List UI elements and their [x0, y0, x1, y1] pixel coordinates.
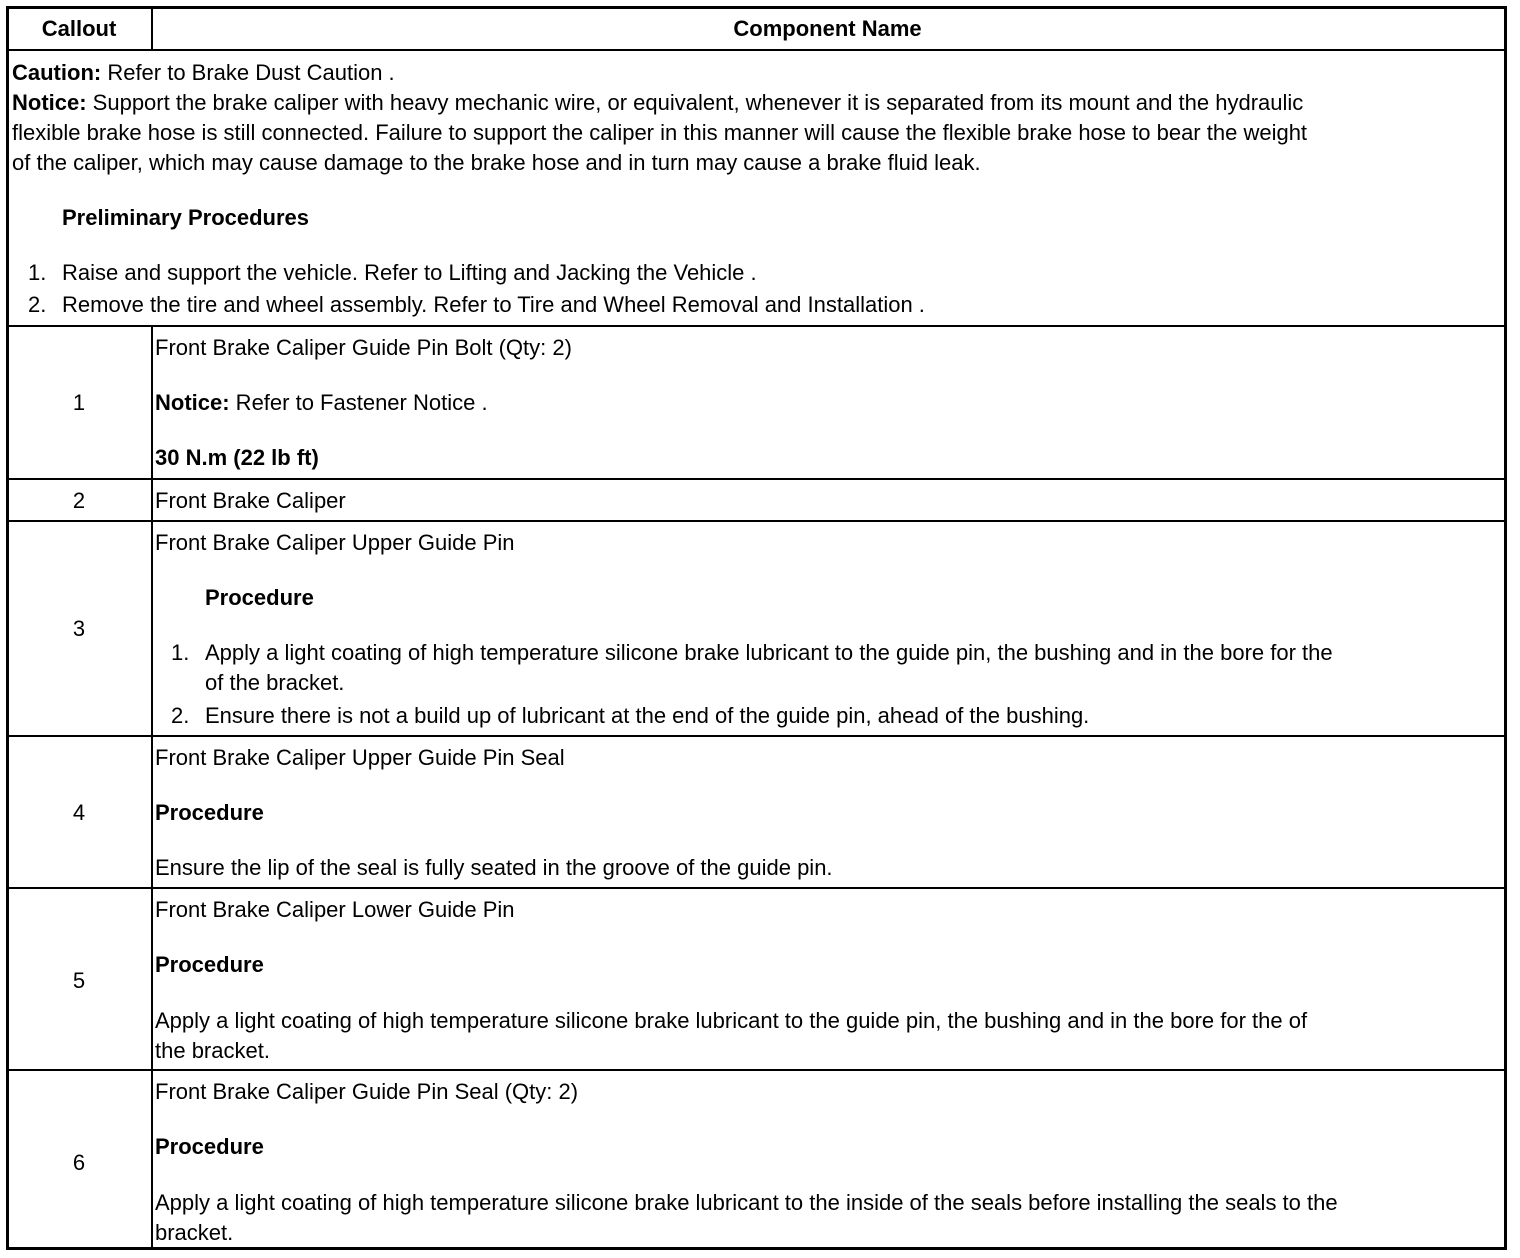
header-callout: Callout — [41, 16, 117, 41]
caution-line — [12, 60, 395, 86]
preliminary-procedures-title: Preliminary Procedures — [62, 205, 310, 230]
notice-text: Refer to Fastener Notice . — [229, 390, 488, 415]
notice-text-3: of the caliper, which may cause damage to the brake hose and in turn may cause a brake fluid leak. — [12, 150, 981, 175]
notice-label: Notice: — [155, 390, 230, 415]
procedure-step-text: Ensure there is not a build up of lubricant at the end of the guide pin, ahead of the bushing. — [205, 703, 1090, 728]
callout-number: 4 — [72, 800, 86, 825]
row-divider — [9, 325, 1504, 327]
callout-number: 6 — [72, 1150, 86, 1175]
callout-number: 3 — [72, 616, 86, 641]
prelim-step-text: Remove the tire and wheel assembly. Refer to Tire and Wheel Removal and Installation . — [62, 292, 925, 317]
row-divider — [9, 478, 1504, 480]
notice-text-2: flexible brake hose is still connected. Failure to support the caliper in this manner will cause the flexible brake hose to bear the weight — [12, 120, 1308, 145]
component-name: Front Brake Caliper Upper Guide Pin — [155, 530, 515, 555]
torque-spec: 30 N.m (22 lb ft) — [155, 445, 319, 470]
procedure-text: Ensure the lip of the seal is fully seated in the groove of the guide pin. — [155, 855, 833, 880]
callout-number: 2 — [72, 488, 86, 513]
row-divider — [9, 735, 1504, 737]
procedure-text: Apply a light coating of high temperature silicone brake lubricant to the guide pin, the bushing and in the bore for the of — [155, 1008, 1308, 1033]
procedure-step-number: 1. — [171, 640, 190, 665]
component-name: Front Brake Caliper Guide Pin Seal (Qty: 2) — [155, 1079, 579, 1104]
notice-label: Notice: — [12, 90, 87, 115]
row-divider — [9, 520, 1504, 522]
component-name: Front Brake Caliper Upper Guide Pin Seal — [155, 745, 565, 770]
prelim-step-number: 2. — [28, 292, 47, 317]
column-divider — [151, 325, 153, 1250]
prelim-step-text: Raise and support the vehicle. Refer to Lifting and Jacking the Vehicle . — [62, 260, 757, 285]
procedure-heading: Procedure — [155, 800, 264, 825]
prelim-step-number: 1. — [28, 260, 47, 285]
procedure-step-number: 2. — [171, 703, 190, 728]
callout-number: 5 — [72, 968, 86, 993]
component-name: Front Brake Caliper — [155, 488, 346, 513]
row-divider — [9, 49, 1504, 51]
procedure-heading: Procedure — [155, 1134, 264, 1159]
caution-text: Refer to Brake Dust Caution . — [101, 60, 395, 85]
procedure-step-text: Apply a light coating of high temperature silicone brake lubricant to the guide pin, the bushing and in the bore for the — [205, 640, 1333, 665]
notice-line — [12, 90, 1303, 116]
row-divider — [9, 887, 1504, 889]
notice-text-1: Support the brake caliper with heavy mechanic wire, or equivalent, whenever it is separated from its mount and the hydraulic — [86, 90, 1304, 115]
procedure-heading: Procedure — [205, 585, 314, 610]
component-name: Front Brake Caliper Guide Pin Bolt (Qty: 2) — [155, 335, 572, 360]
component-table — [6, 6, 1507, 1250]
fastener-notice — [155, 390, 488, 416]
procedure-text-cont: the bracket. — [155, 1038, 270, 1063]
procedure-text: Apply a light coating of high temperature silicone brake lubricant to the inside of the seals before installing the seals to the — [155, 1190, 1338, 1215]
callout-number: 1 — [72, 390, 86, 415]
caution-label: Caution: — [12, 60, 102, 85]
procedure-text-cont: bracket. — [155, 1220, 234, 1245]
procedure-heading: Procedure — [155, 952, 264, 977]
component-name: Front Brake Caliper Lower Guide Pin — [155, 897, 515, 922]
procedure-step-text-cont: of the bracket. — [205, 670, 345, 695]
header-component-name: Component Name — [733, 16, 922, 41]
row-divider — [9, 1069, 1504, 1071]
